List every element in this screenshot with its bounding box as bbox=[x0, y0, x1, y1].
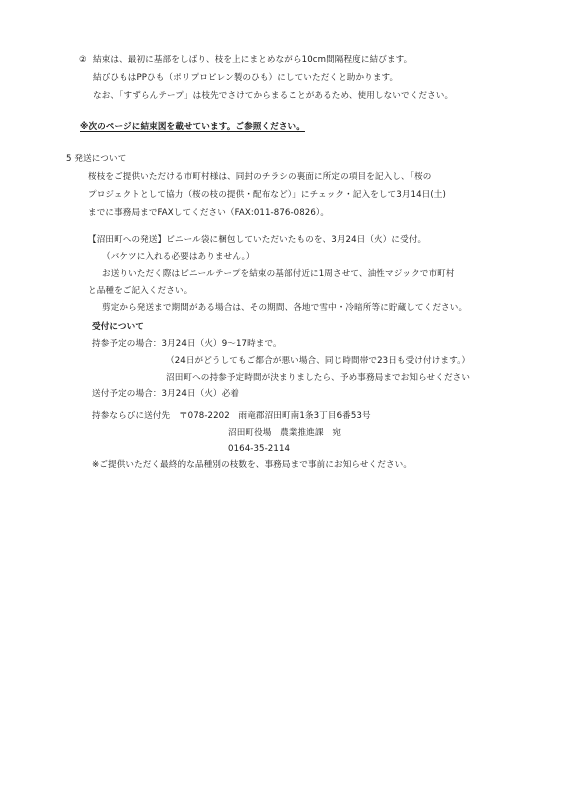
item-marker: ② bbox=[79, 55, 87, 65]
diagram-notice: ※次のページに結束図を載せています。ご参照ください。 bbox=[80, 122, 305, 132]
address-phone: 0164-35-2114 bbox=[228, 444, 291, 454]
item2-line1: 結束は、最初に基部をしばり、枝を上にまとめながら10cm間隔程度に結びます。 bbox=[93, 55, 413, 65]
final-note: ※ご提供いただく最終的な品種別の枝数を、事務局まで事前にお知らせください。 bbox=[92, 460, 413, 470]
address-office: 沼田町役場 農業推進課 宛 bbox=[228, 428, 342, 438]
reception-heading: 受付について bbox=[92, 322, 144, 332]
item2-line3: なお、「すずらんテープ」は枝先でさけてからまることがあるため、使用しないでください。 bbox=[93, 91, 454, 101]
shipping-line5: 剪定から発送まで期間がある場合は、その期間、各地で雪中・冷暗所等に貯蔵してください。 bbox=[102, 303, 468, 313]
bring-line1: 持参予定の場合：3月24日（火）9～17時まで。 bbox=[92, 339, 282, 349]
section5-para-line3: までに事務局までFAXしてください（FAX:011-876-0826）。 bbox=[88, 208, 330, 218]
item2-line2: 結びひもはPPひも（ポリプロピレン製のひも）にしていただくと助かります。 bbox=[93, 73, 399, 83]
send-line: 送付予定の場合：3月24日（火）必着 bbox=[92, 389, 240, 399]
address-line: 持参ならびに送付先 〒078-2202 雨竜郡沼田町南1条3丁目6番53号 bbox=[92, 411, 371, 421]
shipping-line4: と品種をご記入ください。 bbox=[88, 286, 193, 296]
bring-line3: 沼田町への持参予定時間が決まりましたら、予め事務局までお知らせください bbox=[166, 373, 471, 383]
section5-para-line1: 桜枝をご提供いただける市町村様は、同封のチラシの裏面に所定の項目を記入し、「桜の bbox=[88, 172, 432, 182]
shipping-line2: （バケツに入れる必要はありません。） bbox=[102, 252, 255, 262]
section5-para-line2: プロジェクトとして協力（桜の枝の提供・配布など）」にチェック・記入をして3月14日(土) bbox=[88, 190, 446, 200]
bring-line2: （24日がどうしてもご都合が悪い場合、同じ時間帯で23日も受け付けます。） bbox=[166, 356, 471, 366]
section5-heading: 5 発送について bbox=[66, 154, 127, 164]
shipping-line1: 【沼田町への発送】ビニール袋に梱包していただいたものを、3月24日（火）に受付。 bbox=[88, 235, 427, 245]
shipping-line3: お送りいただく際はビニールテープを結束の基部付近に1周させて、油性マジックで市町村 bbox=[102, 269, 455, 279]
